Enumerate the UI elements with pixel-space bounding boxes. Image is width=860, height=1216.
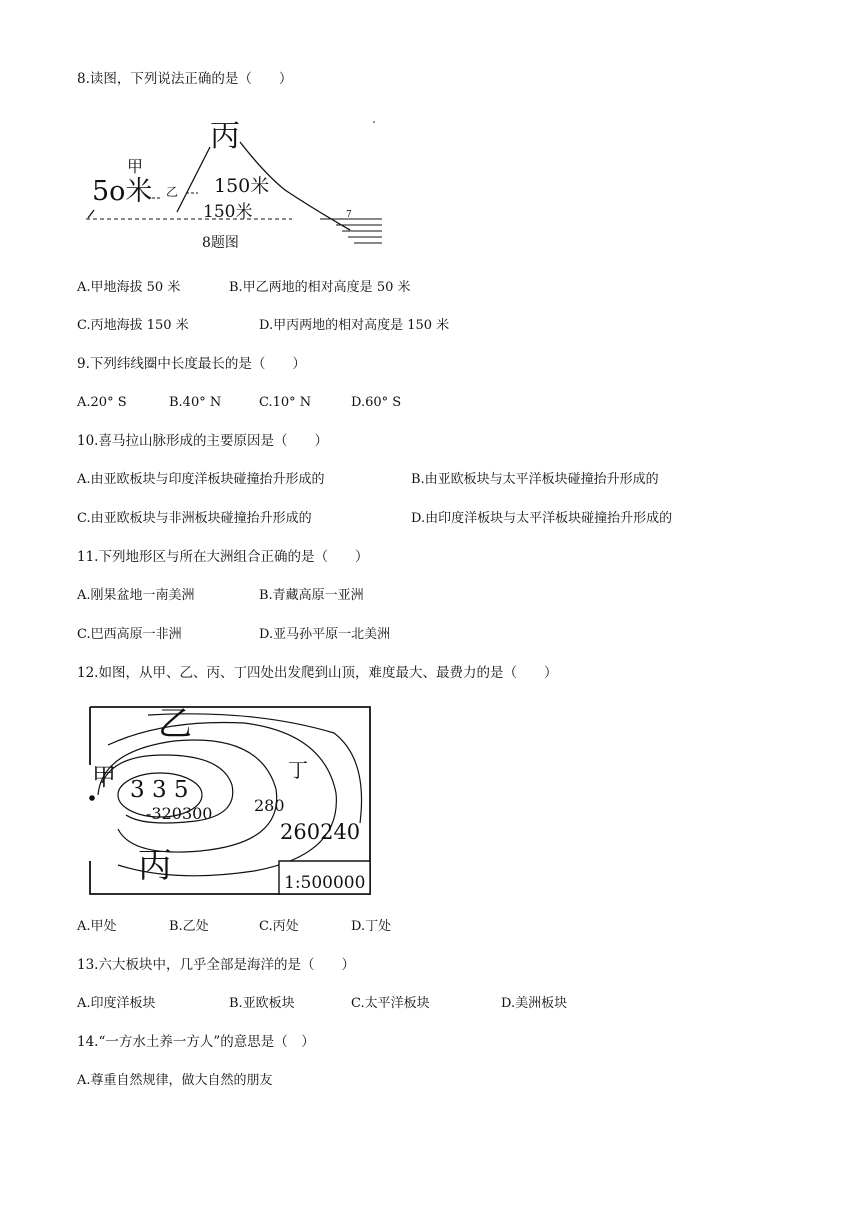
q8-figure xyxy=(80,112,390,254)
q12-option-d[interactable]: D.丁处 xyxy=(351,919,392,934)
q10-stem: 10.喜马拉山脉形成的主要原因是（ ） xyxy=(77,433,328,449)
base-height-label: 150米 xyxy=(203,202,253,222)
q8-option-b[interactable]: B.甲乙两地的相对高度是 50 米 xyxy=(229,280,411,295)
q10-option-a[interactable]: A.由亚欧板块与印度洋板块碰撞抬升形成的 xyxy=(77,472,325,487)
q9-option-d[interactable]: D.60° S xyxy=(351,395,402,410)
q13-stem: 13.六大板块中，几乎全部是海洋的是（ ） xyxy=(77,957,355,973)
left-height-label: 5o米 xyxy=(92,176,153,207)
q11-option-d[interactable]: D.亚马孙平原一北美洲 xyxy=(259,627,391,642)
scale-label: 1:500000 xyxy=(284,873,366,893)
q9-option-c[interactable]: C.10° N xyxy=(259,395,312,410)
q8-option-d[interactable]: D.甲丙两地的相对高度是 150 米 xyxy=(259,318,450,333)
q10-option-b[interactable]: B.由亚欧板块与太平洋板块碰撞抬升形成的 xyxy=(411,472,659,487)
start-point-dot xyxy=(89,795,95,801)
mid-label: 乙 xyxy=(166,185,179,199)
slope-height-label: 150米 xyxy=(214,175,270,197)
summit-label: 3 3 5 xyxy=(130,777,189,803)
q10-option-d[interactable]: D.由印度洋板块与太平洋板块碰撞抬升形成的 xyxy=(411,511,673,526)
water-lines xyxy=(320,219,382,243)
q11-stem: 11.下列地形区与所在大洲组合正确的是（ ） xyxy=(77,549,369,565)
figure-caption: 8题图 xyxy=(202,235,239,251)
q12-stem: 12.如图，从甲、乙、丙、丁四处出发爬到山顶，难度最大、最费力的是（ ） xyxy=(77,665,558,681)
q12-option-b[interactable]: B.乙处 xyxy=(169,919,209,934)
q11-option-c[interactable]: C.巴西高原一非洲 xyxy=(77,627,182,642)
q8-option-c[interactable]: C.丙地海拔 150 米 xyxy=(77,318,189,333)
q14-stem: 14.“一方水土养一方人”的意思是（ ） xyxy=(77,1034,315,1050)
label-ding: 丁 xyxy=(288,758,308,782)
q12-option-a[interactable]: A.甲处 xyxy=(77,919,117,934)
peak-label: 丙 xyxy=(210,119,240,154)
q11-option-b[interactable]: B.青藏高原一亚洲 xyxy=(259,588,364,603)
contour-label-a: -320300 xyxy=(146,804,213,823)
q9-option-b[interactable]: B.40° N xyxy=(169,395,222,410)
label-yi: 乙 xyxy=(158,704,192,744)
label-bing: 丙 xyxy=(138,846,172,886)
q12-option-c[interactable]: C.丙处 xyxy=(259,919,299,934)
q12-contour-map xyxy=(84,703,376,899)
contour-label-280: 280 xyxy=(254,796,285,815)
q13-option-d[interactable]: D.美洲板块 xyxy=(501,996,568,1011)
q10-option-c[interactable]: C.由亚欧板块与非洲板块碰撞抬升形成的 xyxy=(77,511,312,526)
q13-option-a[interactable]: A.印度洋板块 xyxy=(77,996,156,1011)
contour-label-b: 260240 xyxy=(280,820,361,844)
water-mark: 7 xyxy=(346,210,352,220)
label-jia: 甲 xyxy=(92,763,116,791)
q13-option-c[interactable]: C.太平洋板块 xyxy=(351,996,430,1011)
left-point-label: 甲 xyxy=(127,157,144,176)
q9-option-a[interactable]: A.20° S xyxy=(77,395,127,410)
q8-option-a[interactable]: A.甲地海拔 50 米 xyxy=(77,280,181,295)
q9-stem: 9.下列纬线圈中长度最长的是（ ） xyxy=(77,356,306,372)
q11-option-a[interactable]: A.刚果盆地一南美洲 xyxy=(77,588,195,603)
q14-option-a[interactable]: A.尊重自然规律，做大自然的朋友 xyxy=(77,1073,273,1088)
q8-stem: 8.读图，下列说法正确的是（ ） xyxy=(77,71,293,87)
q13-option-b[interactable]: B.亚欧板块 xyxy=(229,996,295,1011)
